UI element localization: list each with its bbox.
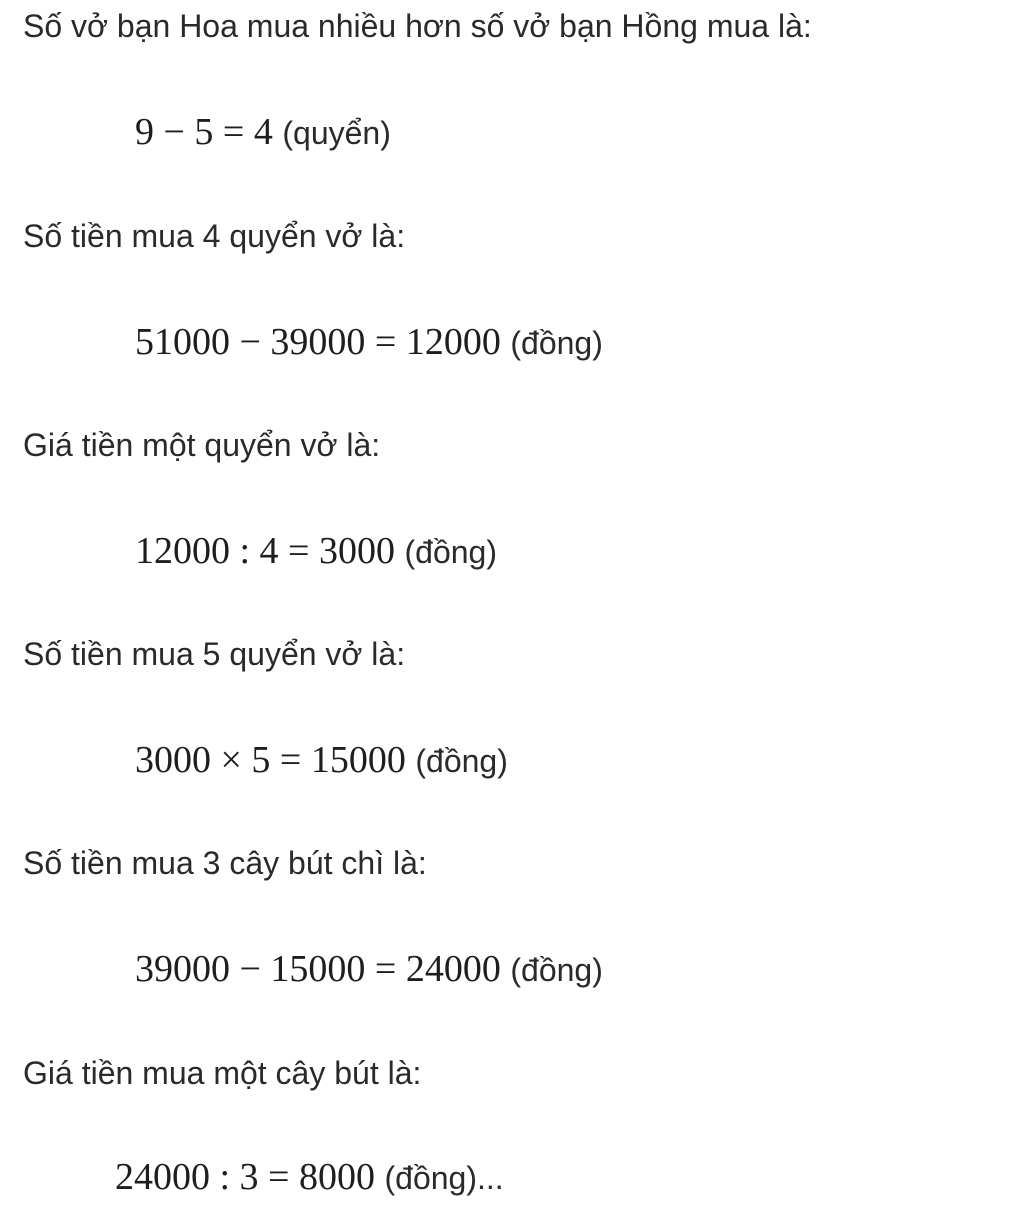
step-6-equation — [115, 1158, 504, 1196]
equation-unit: (quyển) — [282, 115, 391, 151]
step-5-equation — [135, 950, 603, 988]
step-3-equation — [135, 532, 497, 570]
step-1-equation — [135, 113, 391, 151]
step-4-equation — [135, 741, 508, 779]
equation-math: 9 − 5 = 4 — [135, 111, 273, 153]
step-6-text: Giá tiền mua một cây bút là: — [23, 1055, 422, 1091]
equation-unit: (đồng)... — [384, 1160, 504, 1196]
equation-unit: (đồng) — [415, 743, 508, 779]
step-5-text: Số tiền mua 3 cây bút chì là: — [23, 845, 427, 881]
equation-math: 3000 × 5 = 15000 — [135, 739, 406, 781]
step-3-text: Giá tiền một quyển vở là: — [23, 427, 381, 463]
equation-math: 39000 − 15000 = 24000 — [135, 948, 501, 990]
equation-unit: (đồng) — [404, 534, 497, 570]
equation-unit: (đồng) — [510, 952, 603, 988]
step-2-equation — [135, 323, 603, 361]
equation-math: 24000 : 3 = 8000 — [115, 1156, 375, 1198]
step-1-text: Số vở bạn Hoa mua nhiều hơn số vở bạn Hồng mua là: — [23, 8, 812, 44]
equation-math: 12000 : 4 = 3000 — [135, 530, 395, 572]
equation-math: 51000 − 39000 = 12000 — [135, 321, 501, 363]
step-4-text: Số tiền mua 5 quyển vở là: — [23, 636, 406, 672]
step-2-text: Số tiền mua 4 quyển vở là: — [23, 218, 406, 254]
equation-unit: (đồng) — [510, 325, 603, 361]
